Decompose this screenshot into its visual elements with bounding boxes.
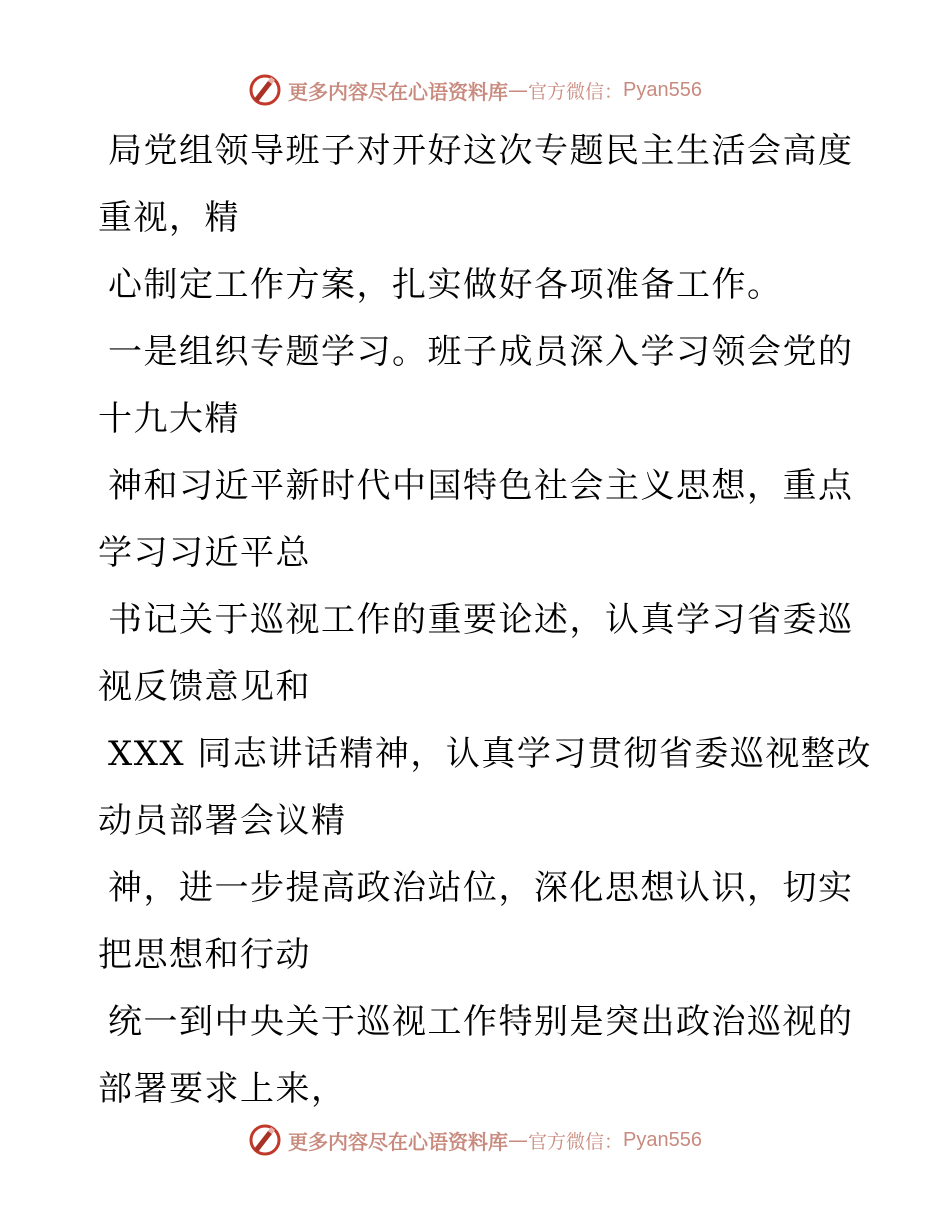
watermark-brand: 更多内容尽在心语资料库 xyxy=(288,79,508,104)
footer-watermark xyxy=(0,1120,950,1160)
body-line-13: 把思想和行动 xyxy=(98,935,311,975)
body-line-3: 心制定工作方案，扎实做好各项准备工作。 xyxy=(108,265,783,305)
body-line-1: 局党组领导班子对开好这次专题民主生活会高度 xyxy=(108,131,854,171)
body-line-11: 动员部署会议精 xyxy=(98,801,347,841)
body-line-14: 统一到中央关于巡视工作特别是突出政治巡视的 xyxy=(108,1002,854,1042)
watermark-wechat-label: 官方微信： xyxy=(528,1130,624,1153)
body-line-2: 重视，精 xyxy=(98,198,240,238)
watermark-wechat-id: Pyan556 xyxy=(623,1128,702,1151)
body-line-9: 视反馈意见和 xyxy=(98,667,311,707)
watermark-dash: — xyxy=(508,1128,528,1152)
body-line-10: XXX 同志讲话精神，认真学习贯彻省委巡视整改 xyxy=(108,734,872,774)
watermark-dash: — xyxy=(508,78,528,102)
header-watermark xyxy=(0,70,950,110)
watermark-wechat-id: Pyan556 xyxy=(623,78,702,101)
watermark-wechat-label: 官方微信： xyxy=(528,80,624,103)
document-body xyxy=(98,118,872,1123)
body-line-5: 十九大精 xyxy=(98,399,240,439)
body-line-15: 部署要求上来， xyxy=(98,1069,347,1109)
body-line-4: 一是组织专题学习。班子成员深入学习领会党的 xyxy=(108,332,854,372)
body-line-12: 神，进一步提高政治站位，深化思想认识，切实 xyxy=(108,868,854,908)
body-line-8: 书记关于巡视工作的重要论述，认真学习省委巡 xyxy=(108,600,854,640)
body-line-7: 学习习近平总 xyxy=(98,533,311,573)
pen-logo-icon xyxy=(248,1123,282,1157)
pen-logo-icon xyxy=(248,73,282,107)
body-line-6: 神和习近平新时代中国特色社会主义思想，重点 xyxy=(108,466,854,506)
watermark-brand: 更多内容尽在心语资料库 xyxy=(288,1129,508,1154)
